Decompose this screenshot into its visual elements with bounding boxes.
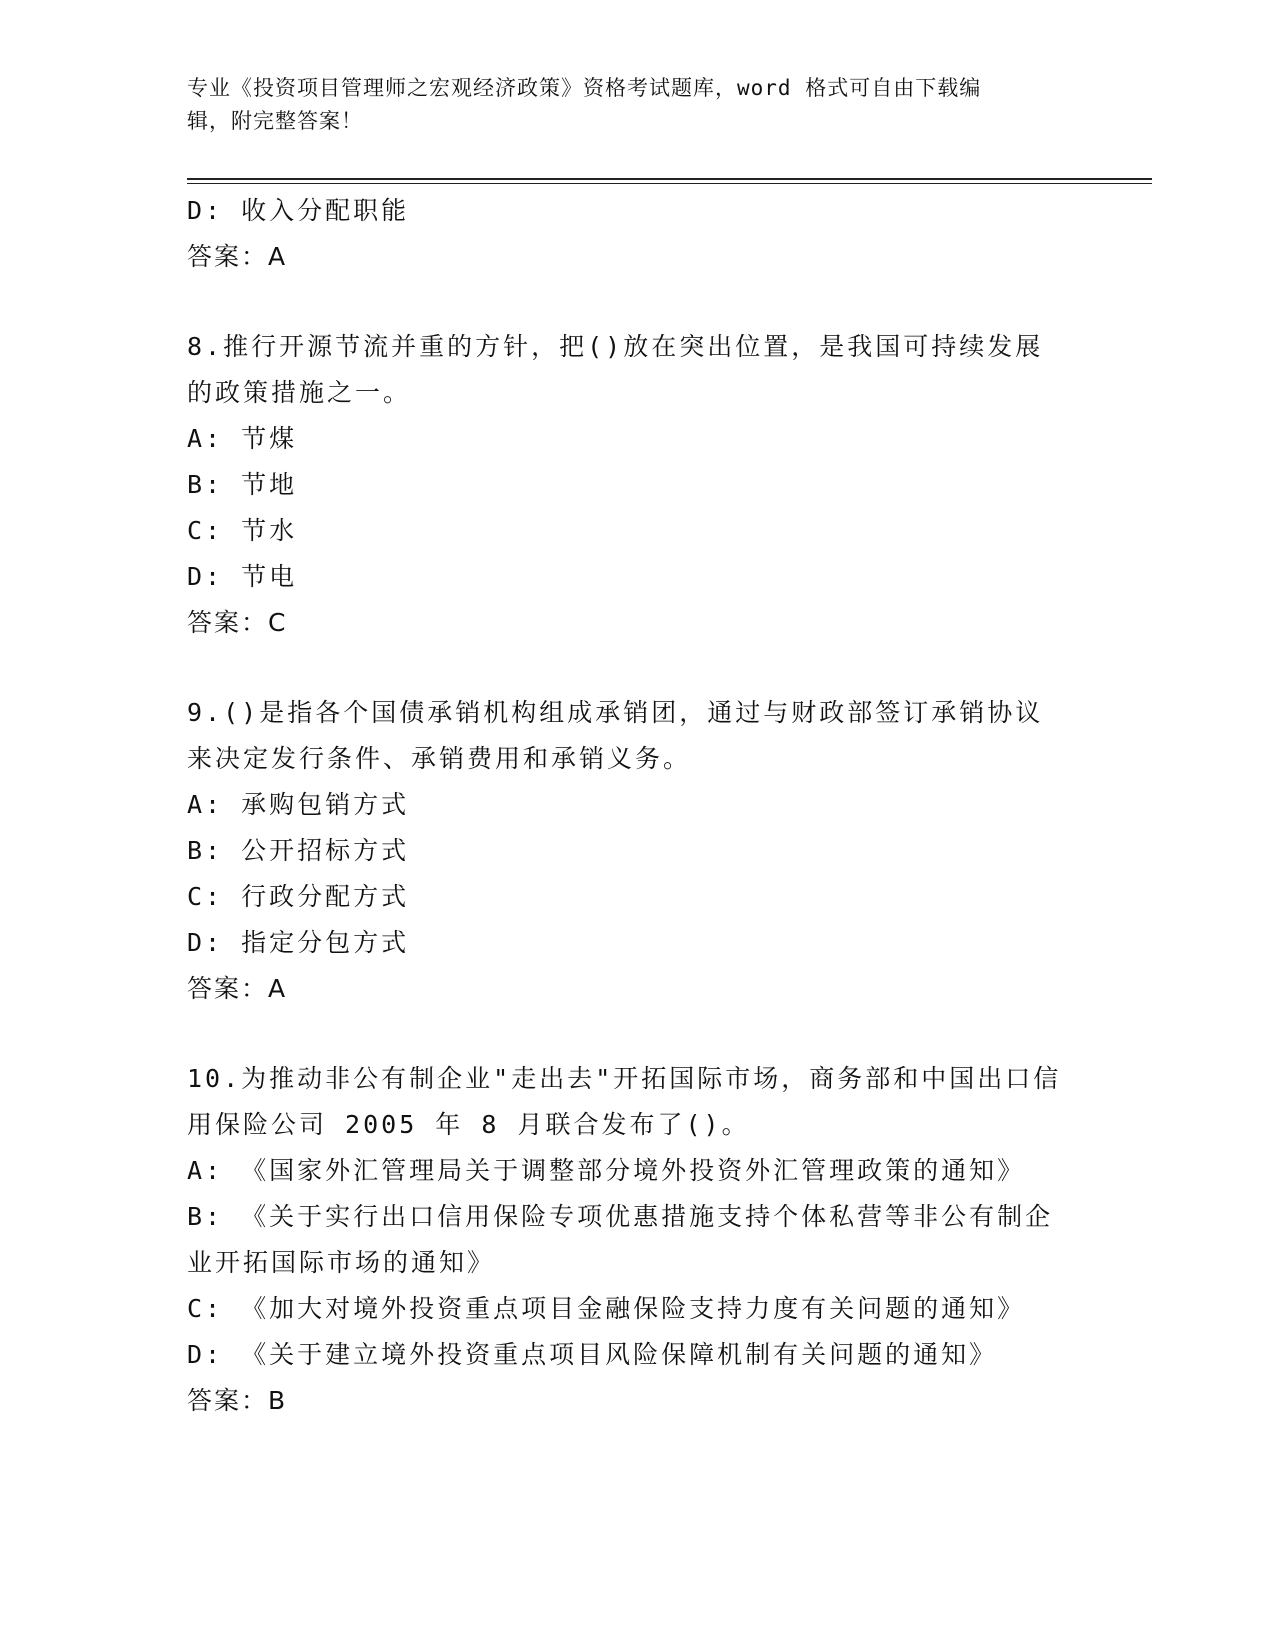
question-stem-line: 的政策措施之一。 xyxy=(187,378,412,407)
answer: 答案：B xyxy=(187,1386,288,1415)
question-10 xyxy=(187,1056,1087,1424)
answer: 答案：C xyxy=(187,608,288,637)
question-stem-line: 8.推行开源节流并重的方针，把()放在突出位置，是我国可持续发展 xyxy=(187,332,1044,361)
header-line-1: 专业《投资项目管理师之宏观经济政策》资格考试题库，word 格式可自由下载编 xyxy=(187,76,982,100)
option-c: C: 行政分配方式 xyxy=(187,882,410,911)
option-b: B: 节地 xyxy=(187,470,298,499)
option-a: A: 节煤 xyxy=(187,424,298,453)
option-c: C: 节水 xyxy=(187,516,298,545)
question-stem-line: 来决定发行条件、承销费用和承销义务。 xyxy=(187,744,692,773)
header-rule-thick xyxy=(187,178,1152,180)
question-stem-line: 10.为推动非公有制企业"走出去"开拓国际市场，商务部和中国出口信 xyxy=(187,1064,1062,1093)
option-d: D: 指定分包方式 xyxy=(187,928,410,957)
prev-answer: 答案：A xyxy=(187,242,288,271)
question-content xyxy=(187,188,1087,1424)
question-8 xyxy=(187,324,1087,646)
spacer xyxy=(187,1012,1087,1056)
option-a: A: 承购包销方式 xyxy=(187,790,410,819)
question-9 xyxy=(187,690,1087,1012)
option-b-continuation: 业开拓国际市场的通知》 xyxy=(187,1248,496,1277)
prev-option-d: D: 收入分配职能 xyxy=(187,196,410,225)
answer: 答案：A xyxy=(187,974,288,1003)
document-header xyxy=(187,72,1067,138)
option-d: D: 节电 xyxy=(187,562,298,591)
option-a: A: 《国家外汇管理局关于调整部分境外投资外汇管理政策的通知》 xyxy=(187,1156,1026,1185)
option-c: C: 《加大对境外投资重点项目金融保险支持力度有关问题的通知》 xyxy=(187,1294,1026,1323)
option-b: B: 公开招标方式 xyxy=(187,836,410,865)
spacer xyxy=(187,646,1087,690)
question-stem-line: 9.()是指各个国债承销机构组成承销团，通过与财政部签订承销协议 xyxy=(187,698,1044,727)
header-line-2: 辑，附完整答案！ xyxy=(187,109,363,133)
spacer xyxy=(187,280,1087,324)
option-b: B: 《关于实行出口信用保险专项优惠措施支持个体私营等非公有制企 xyxy=(187,1202,1054,1231)
question-stem-line: 用保险公司 2005 年 8 月联合发布了()。 xyxy=(187,1110,750,1139)
option-d: D: 《关于建立境外投资重点项目风险保障机制有关问题的通知》 xyxy=(187,1340,998,1369)
header-rule-thin xyxy=(187,183,1152,184)
